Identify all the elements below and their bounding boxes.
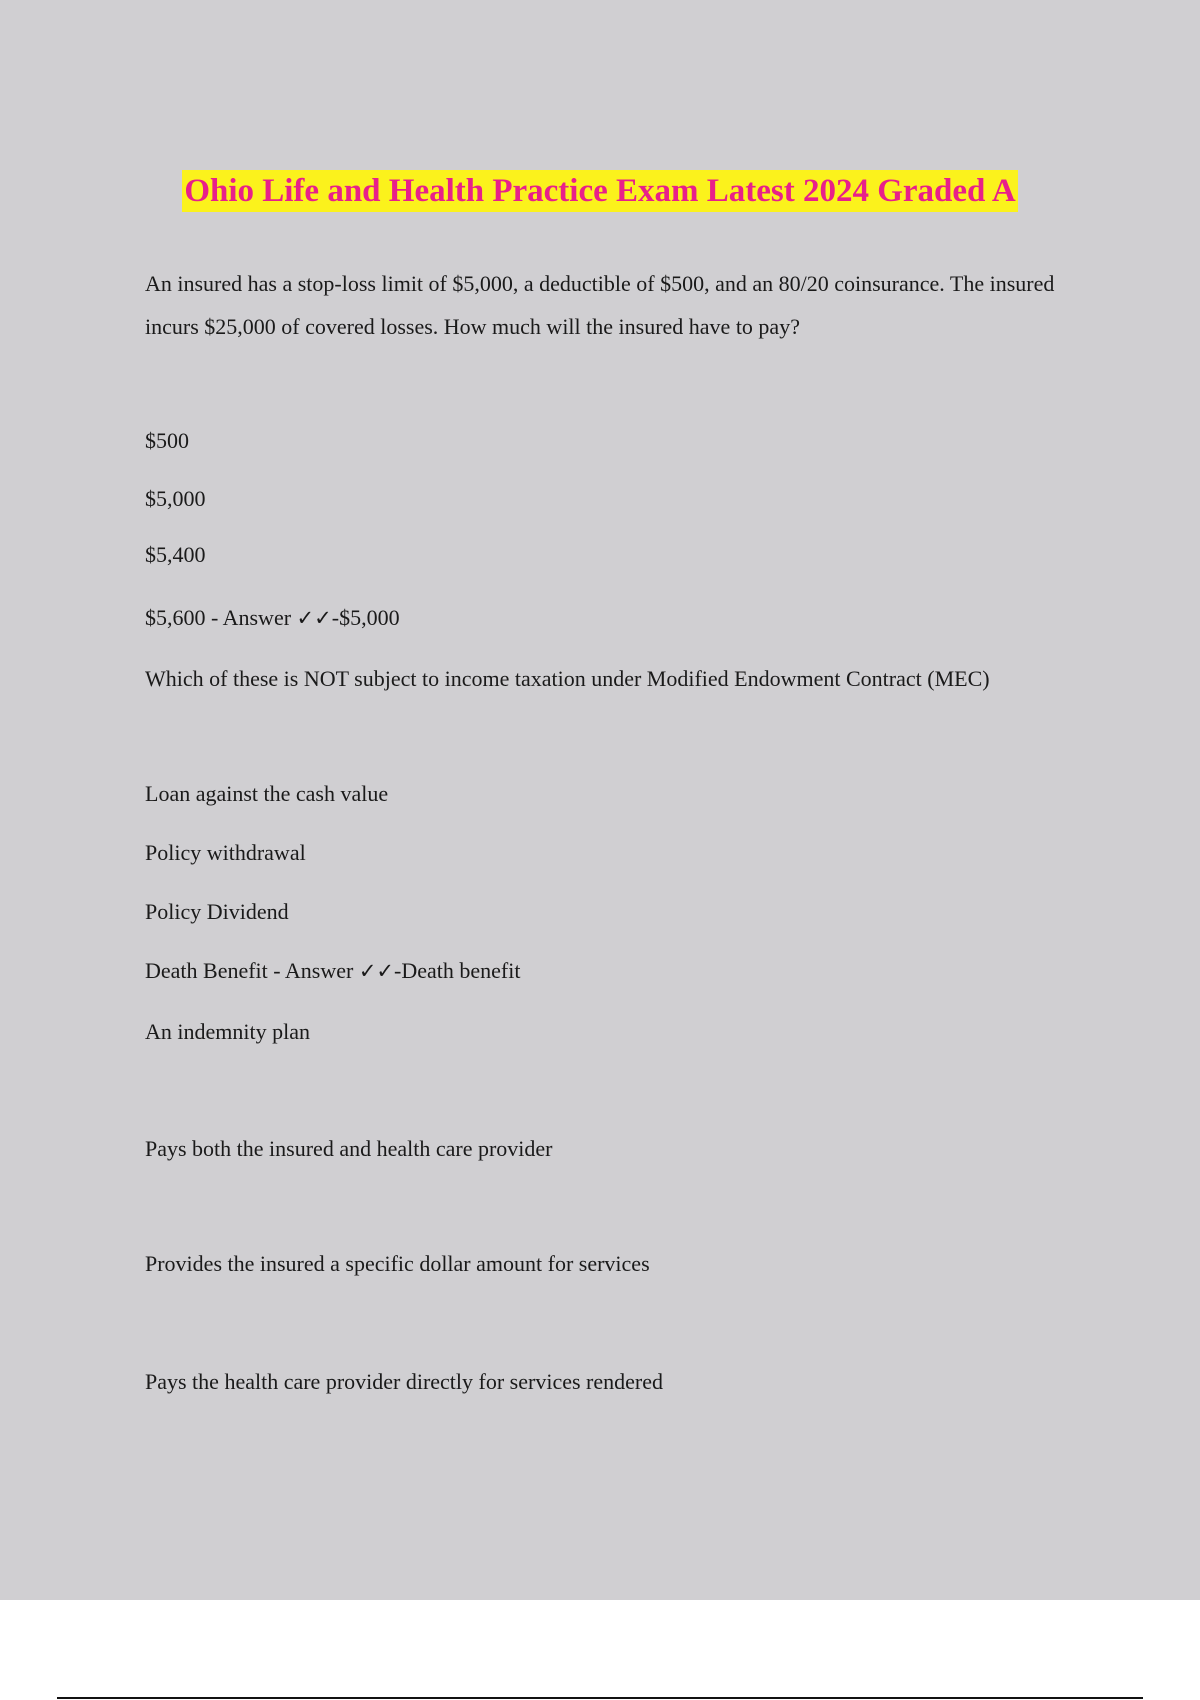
question-3-option-2: Provides the insured a specific dollar amount for services — [145, 1251, 650, 1276]
question-2-option-2: Policy withdrawal — [145, 840, 306, 865]
question-2-answer: -Death benefit — [394, 958, 521, 983]
question-1-answer: -$5,000 — [331, 605, 400, 630]
question-3-option-3: Pays the health care provider directly for services rendered — [145, 1369, 663, 1394]
question-2-option-1: Loan against the cash value — [145, 781, 389, 806]
question-3-prompt: An indemnity plan — [145, 1019, 310, 1044]
footer-rule — [57, 1697, 1143, 1699]
check-mark-icon: ✓✓ — [296, 606, 332, 630]
title-wrapper — [0, 170, 1200, 212]
check-mark-icon: ✓✓ — [358, 959, 395, 983]
question-2-option-3: Policy Dividend — [145, 899, 289, 924]
question-1-option-1: $500 — [145, 428, 189, 453]
question-1-option-4: $5,600 - Answer — [145, 605, 297, 630]
question-3-option-1: Pays both the insured and health care provider — [145, 1136, 553, 1161]
question-1-option-3: $5,400 — [145, 542, 206, 567]
question-1-prompt: An insured has a stop-loss limit of $5,000, a deductible of $500, and an 80/20 coinsurance. The insured incurs $25,000 of covered losses. How much will the insured have to pay? — [145, 271, 1055, 339]
document-title: Ohio Life and Health Practice Exam Latest 2024 Graded A — [182, 170, 1017, 212]
question-1-option-4-with-answer — [145, 604, 400, 632]
question-2-option-4-with-answer — [145, 957, 520, 985]
question-2-prompt: Which of these is NOT subject to income taxation under Modified Endowment Contract (MEC) — [145, 666, 990, 691]
question-2-option-4: Death Benefit - Answer — [145, 958, 359, 983]
question-1-option-2: $5,000 — [145, 486, 206, 511]
